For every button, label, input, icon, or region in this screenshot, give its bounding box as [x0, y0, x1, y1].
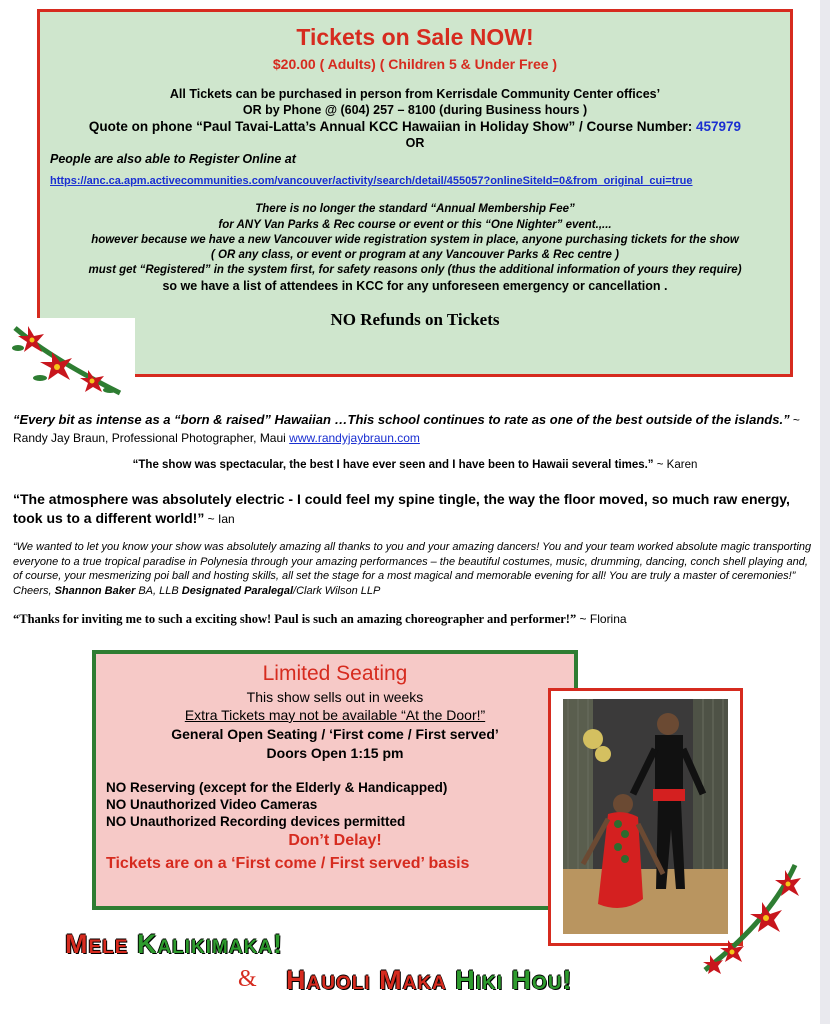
tickets-price: $20.00 ( Adults) ( Children 5 & Under Free ): [272, 56, 558, 72]
greeting-word: Kalikimaka!: [136, 929, 284, 959]
mele-kalikimaka: [65, 929, 283, 960]
testimonial-randy: [13, 411, 803, 447]
page-edge: [820, 0, 830, 1024]
poinsettia-bottom-right: [700, 860, 805, 980]
hauoli-maka-hiki-hou: [286, 965, 573, 996]
membership-note-3: however because we have a new Vancouver wide registration system in place, anyone purchasing tickets for the show: [91, 234, 739, 246]
tickets-title: Tickets on Sale NOW!: [296, 24, 534, 50]
poinsettia-icon: [10, 318, 135, 398]
ampersand: &: [238, 966, 257, 992]
testimonial-karen: [0, 459, 830, 471]
testimonial-text: “Every bit as intense as a “born & raised” Hawaiian …This school continues to rate as one of the best outside of the islands.”: [13, 412, 790, 427]
no-refunds: NO Refunds on Tickets: [330, 310, 500, 329]
poinsettia-top-left: [10, 318, 135, 398]
randyjaybraun-link[interactable]: www.randyjaybraun.com: [289, 431, 420, 445]
testimonial-text: “Thanks for inviting me to such a exciting show! Paul is such an amazing choreographer and performer!”: [13, 612, 577, 626]
testimonial-text: “We wanted to let you know your show was absolutely amazing all thanks to you and your amazing dancers! You and your team worked absolute magic transporting everyone to a true tropical paradise in Polynesia through your amazing performances – the beautiful costumes, music, drumming, dancing, conch shell playing and, of course, your mesmerizing poi ball and hosting skills, all set the stage for a most magical and memorable evening for all! You are truly a master of ceremonies!” Cheers,: [13, 541, 812, 597]
testimonial-attribution: ~ Ian: [204, 512, 235, 526]
register-online-label: People are also able to Register Online at: [50, 152, 296, 166]
quote-text: Quote on phone “Paul Tavai-Latta’s Annual KCC Hawaiian in Holiday Show” / Course Number:: [88, 119, 696, 134]
greeting-word: Hiki Hou!: [455, 965, 573, 995]
dont-delay: Don’t Delay!: [288, 832, 382, 849]
testimonial-ian: [13, 490, 803, 529]
testimonial-company: /Clark Wilson LLP: [293, 584, 381, 597]
seating-title: Limited Seating: [262, 662, 408, 685]
membership-note-2: for ANY Van Parks & Rec course or event or this “One Nighter” event.,...: [218, 219, 612, 231]
testimonial-text: “The atmosphere was absolutely electric - I could feel my spine tingle, the way the floor moved, so much raw energy, took us to a different world!”: [13, 491, 790, 526]
testimonial-florina: [13, 612, 803, 627]
greeting-word: Mele: [65, 929, 137, 959]
tickets-quote: [40, 119, 790, 134]
greeting-word: Hauoli Maka: [286, 965, 456, 995]
rule-no-reserving: NO Reserving (except for the Elderly & Handicapped): [106, 780, 448, 795]
limited-seating-box: [92, 650, 578, 910]
first-come-basis: Tickets are on a ‘First come / First served’ basis: [106, 855, 470, 872]
testimonial-name: Shannon Baker: [54, 584, 136, 597]
testimonial-shannon: [13, 540, 813, 598]
tickets-phone: OR by Phone @ (604) 257 – 8100 (during Business hours ): [242, 103, 588, 117]
testimonial-text: “The show was spectacular, the best I have ever seen and I have been to Hawaii several times.”: [132, 459, 654, 471]
testimonial-attribution: ~ Karen: [653, 459, 698, 471]
tickets-in-person: All Tickets can be purchased in person from Kerrisdale Community Center offices’: [169, 87, 661, 101]
extra-tickets-note: Extra Tickets may not be available “At the Door!”: [184, 707, 486, 723]
membership-note-4: ( OR any class, or event or program at any Vancouver Parks & Rec centre ): [211, 249, 619, 261]
course-number: 457979: [696, 119, 742, 134]
testimonial-attribution: ~ Randy Jay Braun, Professional Photographer, Maui: [13, 413, 800, 445]
membership-note-5: must get “Registered” in the system first, for safety reasons only (thus the additional information of yours they require): [88, 264, 742, 276]
tickets-box: [37, 9, 793, 377]
membership-note-1: There is no longer the standard “Annual Membership Fee”: [255, 203, 575, 215]
rule-no-video: NO Unauthorized Video Cameras: [106, 797, 318, 812]
register-online-link[interactable]: https://anc.ca.apm.activecommunities.com/vancouver/activity/search/detail/455057?onlineSiteId=0&from_original_cui=true: [50, 175, 693, 187]
doors-open: Doors Open 1:15 pm: [266, 745, 404, 761]
testimonial-degree: BA, LLB: [135, 584, 182, 597]
testimonial-title: Designated Paralegal: [181, 584, 294, 597]
general-seating: General Open Seating / ‘First come / First served’: [171, 726, 499, 742]
sells-out-note: This show sells out in weeks: [246, 689, 424, 705]
poinsettia-icon: [700, 860, 805, 980]
testimonial-attribution: ~ Florina: [576, 612, 627, 626]
tickets-or: OR: [405, 136, 425, 150]
rule-no-recording: NO Unauthorized Recording devices permitted: [106, 814, 406, 829]
membership-note-6: so we have a list of attendees in KCC for any unforeseen emergency or cancellation .: [162, 279, 668, 293]
